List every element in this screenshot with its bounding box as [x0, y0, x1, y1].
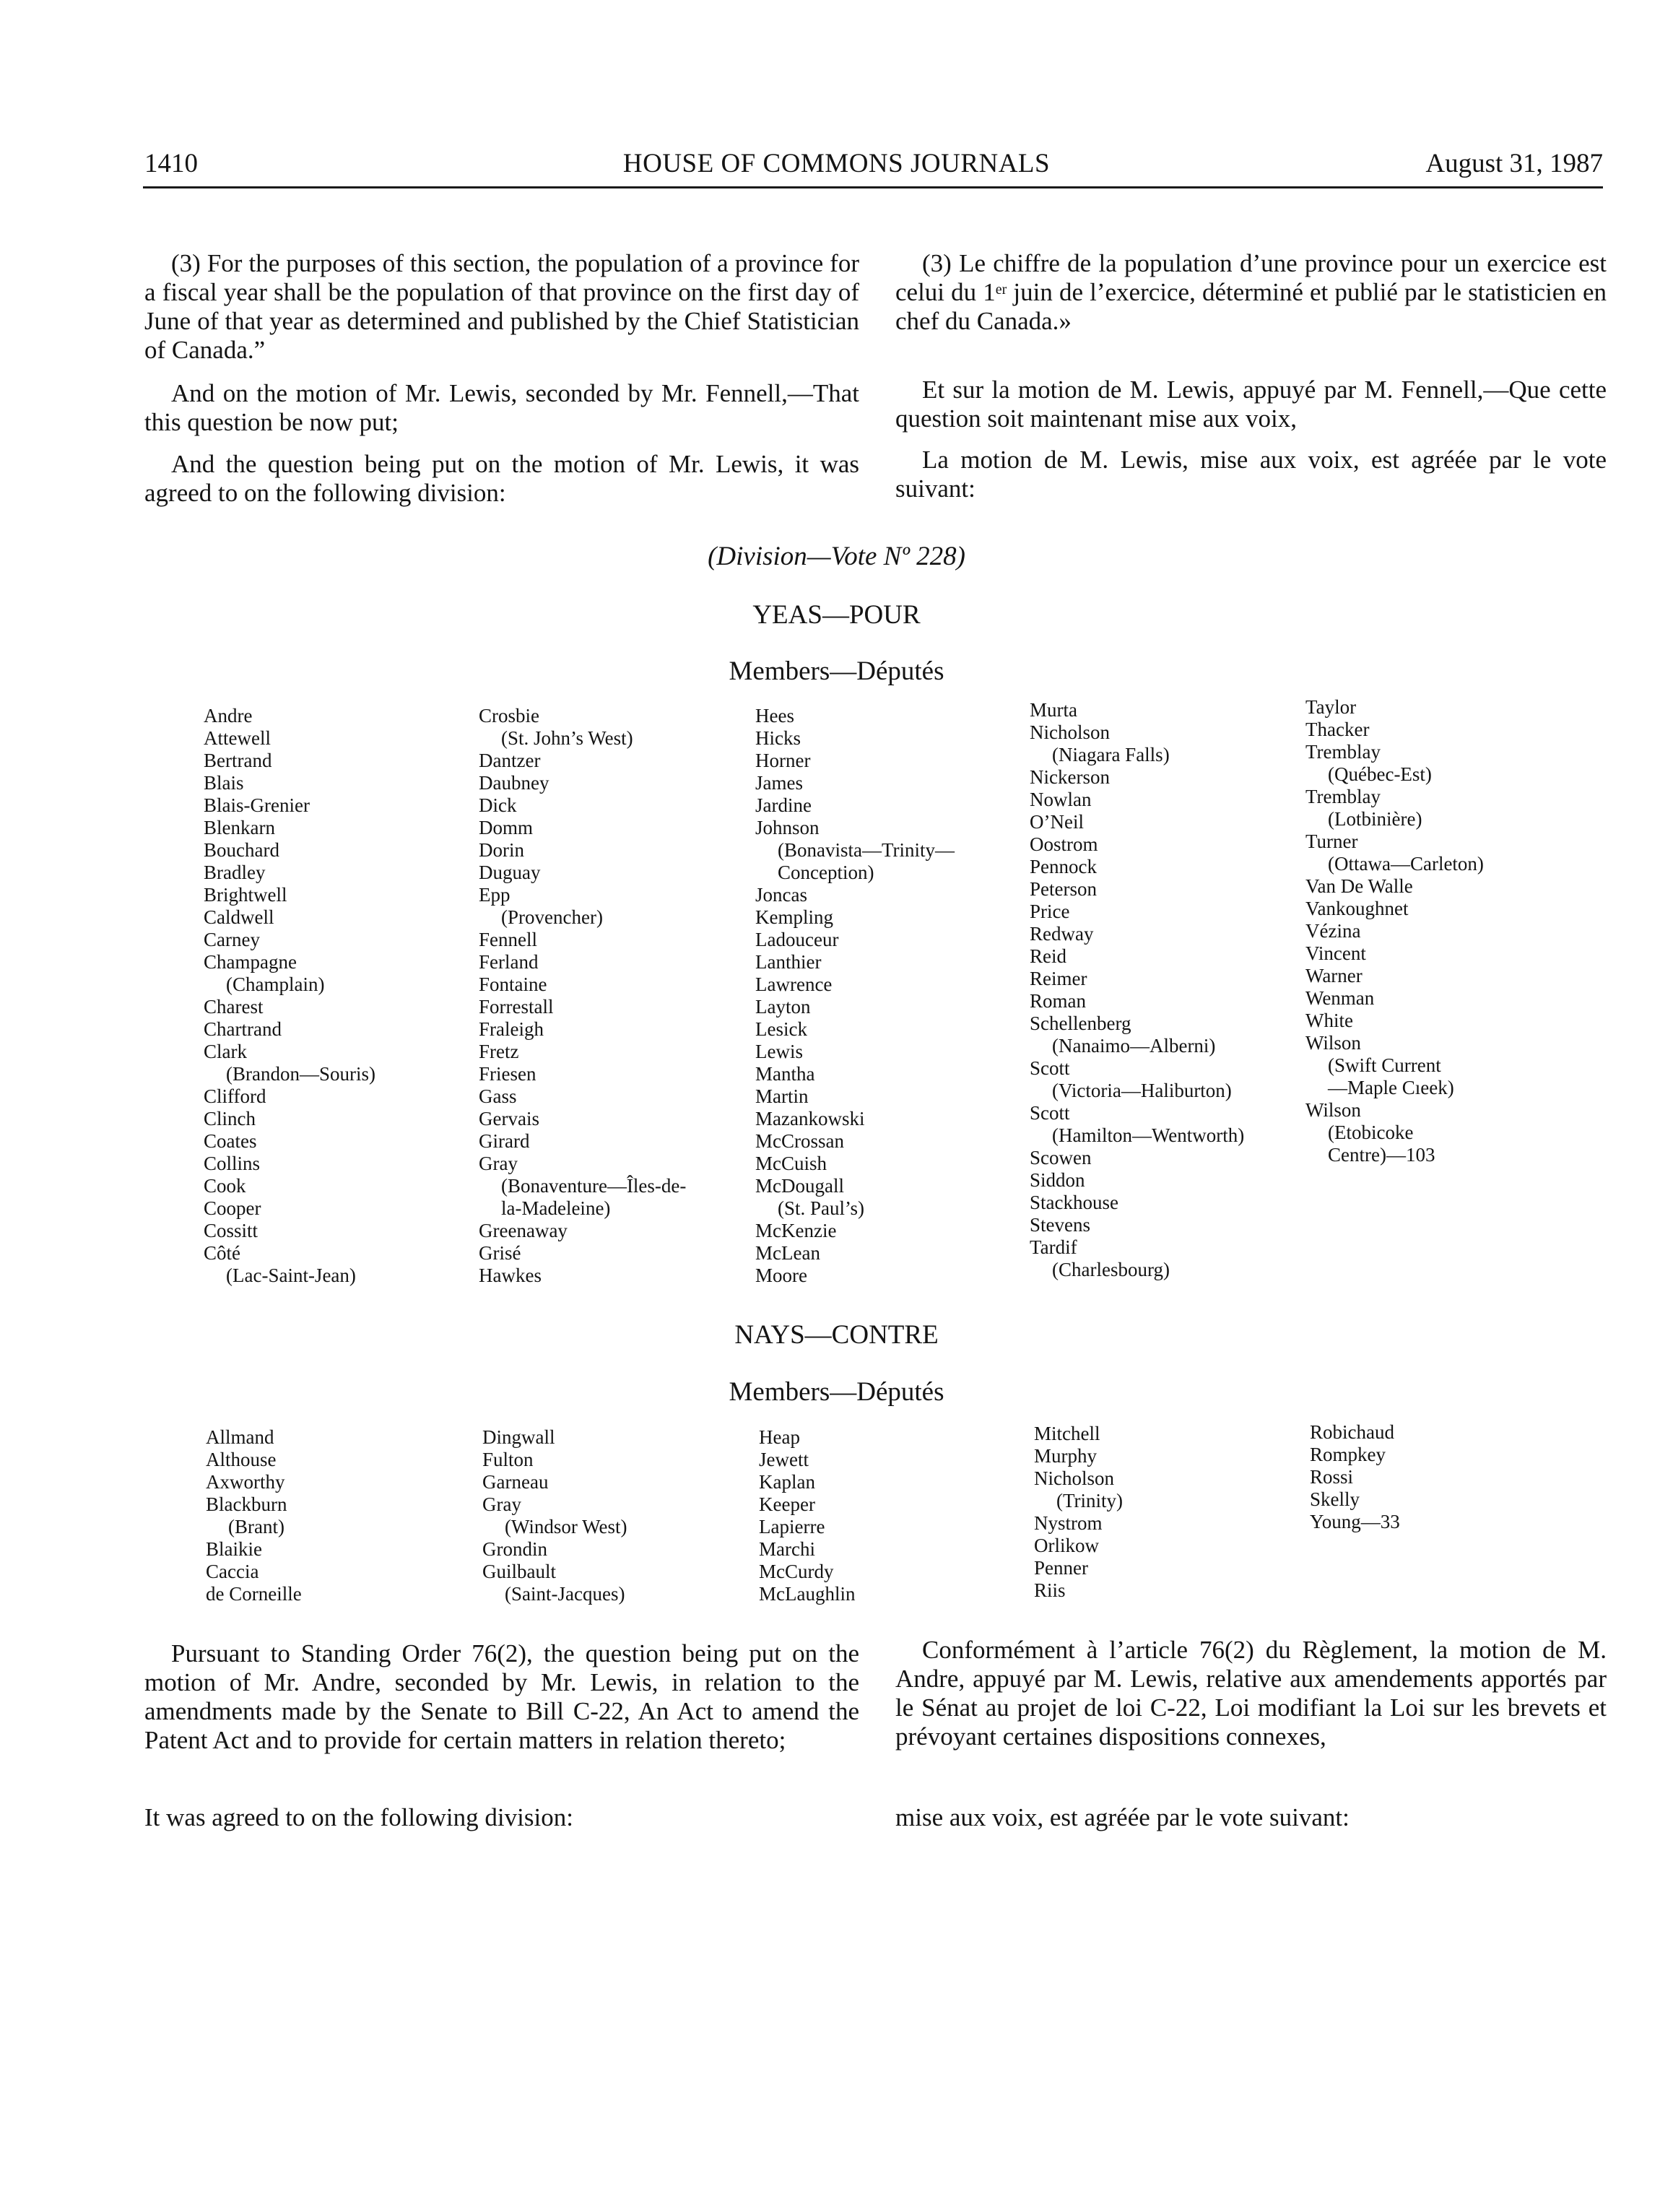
member-name: Champagne — [204, 951, 297, 973]
french-subsection-3 — [895, 249, 1607, 336]
member-name: Nowlan — [1030, 789, 1092, 810]
member-name: Domm — [479, 817, 534, 838]
member-name: Blenkarn — [204, 817, 275, 838]
member-name: Stevens — [1030, 1214, 1090, 1236]
member-name: Price — [1030, 901, 1070, 922]
french-subsection-3-text: (3) Le chiffre de la population d’une province pour un exercice est celui du 1 — [895, 249, 1607, 306]
french-mise-aux-voix: mise aux voix, est agréée par le vote suivant: — [895, 1803, 1350, 1831]
member-name: Redway — [1030, 923, 1094, 945]
member-name: Van De Walle — [1305, 875, 1413, 897]
member-name: Althouse — [206, 1449, 277, 1470]
member-name: Thacker — [1305, 719, 1370, 740]
yeas-heading: YEAS—POUR — [752, 600, 921, 630]
member-name: Riis — [1034, 1579, 1066, 1601]
member-name: Lapierre — [759, 1516, 825, 1537]
member-name: Mantha — [755, 1063, 815, 1085]
member-name: Vincent — [1305, 942, 1366, 964]
english-pursuant: Pursuant to Standing Order 76(2), the question being put on the motion of Mr. Andre, seconded by Mr. Lewis, in relation to the amendments made by the Senate to Bill C-22, An Act to amend the Patent Act and to provide for certain matters in relation thereto; — [144, 1639, 859, 1754]
member-name: Wenman — [1305, 987, 1375, 1009]
member-name: Hawkes — [479, 1265, 542, 1286]
member-name: Martin — [755, 1085, 809, 1107]
yeas-column-4 — [1030, 699, 1244, 1281]
member-name: Moore — [755, 1265, 807, 1286]
member-riding: (Saint-Jacques) — [505, 1583, 625, 1605]
member-name: Gervais — [479, 1108, 539, 1129]
member-riding: (Bonaventure—Îles-de- — [501, 1175, 687, 1197]
member-name: Allmand — [206, 1426, 274, 1448]
member-name: Coates — [204, 1130, 257, 1152]
member-riding: (Victoria—Haliburton) — [1052, 1080, 1232, 1101]
member-name: Horner — [755, 750, 811, 771]
member-name: Cooper — [204, 1197, 261, 1219]
member-name: Layton — [755, 996, 811, 1018]
member-name: White — [1305, 1010, 1353, 1031]
member-name: Murphy — [1034, 1445, 1097, 1467]
member-name: Keeper — [759, 1493, 815, 1515]
member-name: Charest — [204, 996, 264, 1018]
member-name: Fraleigh — [479, 1018, 544, 1040]
member-riding: (St. Paul’s) — [778, 1197, 865, 1219]
member-riding: (Trinity) — [1056, 1490, 1124, 1511]
member-name: Pennock — [1030, 856, 1097, 877]
member-name: Robichaud — [1310, 1421, 1394, 1443]
member-name: Marchi — [759, 1538, 815, 1560]
member-riding: (Provencher) — [501, 906, 603, 928]
nays-column-5 — [1310, 1421, 1400, 1533]
member-name: Nickerson — [1030, 766, 1110, 788]
nays-column-4 — [1034, 1423, 1123, 1602]
member-name: Roman — [1030, 990, 1086, 1012]
member-riding: (Nanaimo—Alberni) — [1052, 1035, 1216, 1057]
member-name: Jewett — [759, 1449, 809, 1470]
member-name: Guilbault — [482, 1561, 556, 1582]
header-rule — [143, 186, 1603, 188]
member-name: Brightwell — [204, 884, 287, 906]
member-name: Fretz — [479, 1041, 519, 1062]
member-riding: (Swift Current — [1328, 1054, 1441, 1076]
member-riding: (Champlain) — [226, 973, 325, 995]
member-name: Cossitt — [204, 1220, 258, 1241]
member-name: Kaplan — [759, 1471, 815, 1493]
member-riding: (Lotbinière) — [1328, 808, 1422, 830]
english-question-put: And the question being put on the motion of Mr. Lewis, it was agreed to on the following division: — [144, 450, 859, 507]
member-name: Andre — [204, 705, 253, 727]
member-name: Turner — [1305, 830, 1358, 852]
french-conformement: Conformément à l’article 76(2) du Règlement, la motion de M. Andre, appuyé par M. Lewis, relative aux amendements apportés par le Sénat au projet de loi C-22, Loi modifiant la Loi sur les brevets et prévoyant certaines dispositions connexes, — [895, 1636, 1607, 1751]
member-name: Clinch — [204, 1108, 256, 1129]
member-name: McCrossan — [755, 1130, 844, 1152]
nays-column-1 — [206, 1426, 302, 1605]
nays-column-2 — [482, 1426, 627, 1605]
member-riding: (Bonavista—Trinity— — [778, 839, 955, 861]
member-name: Forrestall — [479, 996, 554, 1018]
member-riding: (Hamilton—Wentworth) — [1052, 1124, 1245, 1146]
member-riding: Centre)—103 — [1328, 1144, 1435, 1166]
member-name: Warner — [1305, 965, 1363, 986]
member-name: Wilson — [1305, 1032, 1361, 1054]
member-name: Bertrand — [204, 750, 272, 771]
member-name: Dorin — [479, 839, 524, 861]
member-name: Skelly — [1310, 1488, 1360, 1510]
member-name: Côté — [204, 1242, 240, 1264]
member-name: Blackburn — [206, 1493, 287, 1515]
member-name: Friesen — [479, 1063, 536, 1085]
member-name: Girard — [479, 1130, 530, 1152]
member-name: Caldwell — [204, 906, 274, 928]
member-name: Kempling — [755, 906, 833, 928]
member-name: Young—33 — [1310, 1511, 1400, 1532]
member-name: Chartrand — [204, 1018, 282, 1040]
member-name: Reimer — [1030, 968, 1087, 989]
member-name: Attewell — [204, 727, 271, 749]
member-name: Bouchard — [204, 839, 279, 861]
member-name: Peterson — [1030, 878, 1097, 900]
member-name: McCurdy — [759, 1561, 834, 1582]
member-name: Heap — [759, 1426, 800, 1448]
member-name: McLaughlin — [759, 1583, 856, 1605]
yeas-column-5 — [1305, 696, 1484, 1166]
french-question-put: La motion de M. Lewis, mise aux voix, est agréée par le vote suivant: — [895, 446, 1607, 503]
member-name: Hees — [755, 705, 794, 727]
member-name: Tardif — [1030, 1236, 1077, 1258]
member-name: Lanthier — [755, 951, 822, 973]
member-name: Grondin — [482, 1538, 547, 1560]
member-name: Penner — [1034, 1557, 1088, 1579]
member-name: Fontaine — [479, 973, 547, 995]
member-name: Cook — [204, 1175, 246, 1197]
member-name: Lewis — [755, 1041, 803, 1062]
member-riding: (St. John’s West) — [501, 727, 633, 749]
member-riding: (Brandon—Souris) — [226, 1063, 375, 1085]
member-name: Mitchell — [1034, 1423, 1100, 1444]
english-agreed: It was agreed to on the following division: — [144, 1803, 573, 1831]
member-name: Nicholson — [1030, 721, 1110, 743]
member-riding: (Ottawa—Carleton) — [1328, 853, 1484, 875]
member-name: O’Neil — [1030, 811, 1084, 833]
member-name: Taylor — [1305, 696, 1357, 718]
member-name: James — [755, 772, 803, 794]
member-name: Blaikie — [206, 1538, 262, 1560]
member-name: Blais-Grenier — [204, 794, 310, 816]
member-name: Ferland — [479, 951, 539, 973]
member-name: Mazankowski — [755, 1108, 865, 1129]
member-name: Lesick — [755, 1018, 807, 1040]
member-name: Wilson — [1305, 1099, 1361, 1121]
member-name: Gass — [479, 1085, 517, 1107]
division-title: (Division—Vote Nº 228) — [708, 542, 965, 571]
member-name: Vankoughnet — [1305, 898, 1409, 919]
member-name: Blais — [204, 772, 244, 794]
member-riding: (Brant) — [228, 1516, 284, 1537]
member-name: Joncas — [755, 884, 807, 906]
member-name: Caccia — [206, 1561, 259, 1582]
member-name: Clifford — [204, 1085, 266, 1107]
member-name: Garneau — [482, 1471, 549, 1493]
member-name: Daubney — [479, 772, 549, 794]
yeas-column-2 — [479, 705, 686, 1287]
member-name: Clark — [204, 1041, 247, 1062]
member-name: Hicks — [755, 727, 801, 749]
member-name: Lawrence — [755, 973, 833, 995]
yeas-column-1 — [204, 705, 375, 1287]
nays-column-3 — [759, 1426, 855, 1605]
member-name: McLean — [755, 1242, 820, 1264]
page-number: 1410 — [144, 149, 198, 178]
member-name: Schellenberg — [1030, 1012, 1131, 1034]
yeas-column-3 — [755, 705, 955, 1287]
member-name: Bradley — [204, 862, 266, 883]
member-riding: (Etobicoke — [1328, 1122, 1414, 1143]
member-name: Rompkey — [1310, 1444, 1386, 1465]
member-riding: (Québec-Est) — [1328, 763, 1432, 785]
member-name: Gray — [479, 1153, 518, 1174]
english-subsection-3: (3) For the purposes of this section, the population of a province for a fiscal year shall be the population of that province on the first day of June of that year as determined and published by the Chief Statistician of Canada.” — [144, 249, 859, 364]
member-riding: la-Madeleine) — [501, 1197, 611, 1219]
member-name: Scott — [1030, 1057, 1070, 1079]
member-name: Greenaway — [479, 1220, 568, 1241]
member-name: Rossi — [1310, 1466, 1354, 1488]
member-name: Carney — [204, 929, 260, 950]
member-name: Fennell — [479, 929, 537, 950]
member-name: Jardine — [755, 794, 812, 816]
member-name: McDougall — [755, 1175, 844, 1197]
member-name: Nicholson — [1034, 1467, 1114, 1489]
member-name: Siddon — [1030, 1169, 1085, 1191]
french-motion-lewis: Et sur la motion de M. Lewis, appuyé par M. Fennell,—Que cette question soit maintenant mise aux voix, — [895, 376, 1607, 433]
yeas-members-heading: Members—Députés — [729, 656, 944, 686]
member-riding: (Lac-Saint-Jean) — [226, 1265, 356, 1286]
member-name: Dantzer — [479, 750, 541, 771]
member-riding: (Niagara Falls) — [1052, 744, 1170, 765]
member-name: Duguay — [479, 862, 541, 883]
member-name: Johnson — [755, 817, 820, 838]
member-riding: Conception) — [778, 862, 874, 883]
member-name: Dingwall — [482, 1426, 555, 1448]
member-name: de Corneille — [206, 1583, 302, 1605]
member-name: Crosbie — [479, 705, 539, 727]
member-riding: —Maple Cıeek) — [1328, 1077, 1454, 1098]
member-name: Tremblay — [1305, 741, 1381, 763]
member-riding: (Windsor West) — [505, 1516, 627, 1537]
member-name: Grisé — [479, 1242, 521, 1264]
member-riding: (Charlesbourg) — [1052, 1259, 1170, 1280]
member-name: Ladouceur — [755, 929, 839, 950]
member-name: Dick — [479, 794, 517, 816]
member-name: Epp — [479, 884, 510, 906]
member-name: Axworthy — [206, 1471, 285, 1493]
member-name: Vézina — [1305, 920, 1361, 942]
member-name: Murta — [1030, 699, 1077, 721]
english-motion-lewis: And on the motion of Mr. Lewis, seconded by Mr. Fennell,—That this question be now put; — [144, 379, 859, 436]
member-name: McCuish — [755, 1153, 827, 1174]
member-name: McKenzie — [755, 1220, 837, 1241]
member-name: Fulton — [482, 1449, 534, 1470]
nays-members-heading: Members—Députés — [729, 1377, 944, 1407]
header-date: August 31, 1987 — [1425, 149, 1603, 178]
member-name: Orlikow — [1034, 1535, 1099, 1556]
journal-title: HOUSE OF COMMONS JOURNALS — [622, 149, 1051, 178]
member-name: Scott — [1030, 1102, 1070, 1124]
member-name: Gray — [482, 1493, 521, 1515]
member-name: Collins — [204, 1153, 261, 1174]
member-name: Tremblay — [1305, 786, 1381, 807]
nays-heading: NAYS—CONTRE — [734, 1320, 939, 1350]
member-name: Oostrom — [1030, 833, 1098, 855]
french-superscript-er: er — [995, 282, 1007, 298]
member-name: Nystrom — [1034, 1512, 1103, 1534]
member-name: Stackhouse — [1030, 1192, 1118, 1213]
member-name: Reid — [1030, 945, 1066, 967]
member-name: Scowen — [1030, 1147, 1092, 1168]
french-subsection-3-text-end: juin de l’exercice, déterminé et publié par le statisticien en chef du Canada.» — [895, 278, 1607, 335]
